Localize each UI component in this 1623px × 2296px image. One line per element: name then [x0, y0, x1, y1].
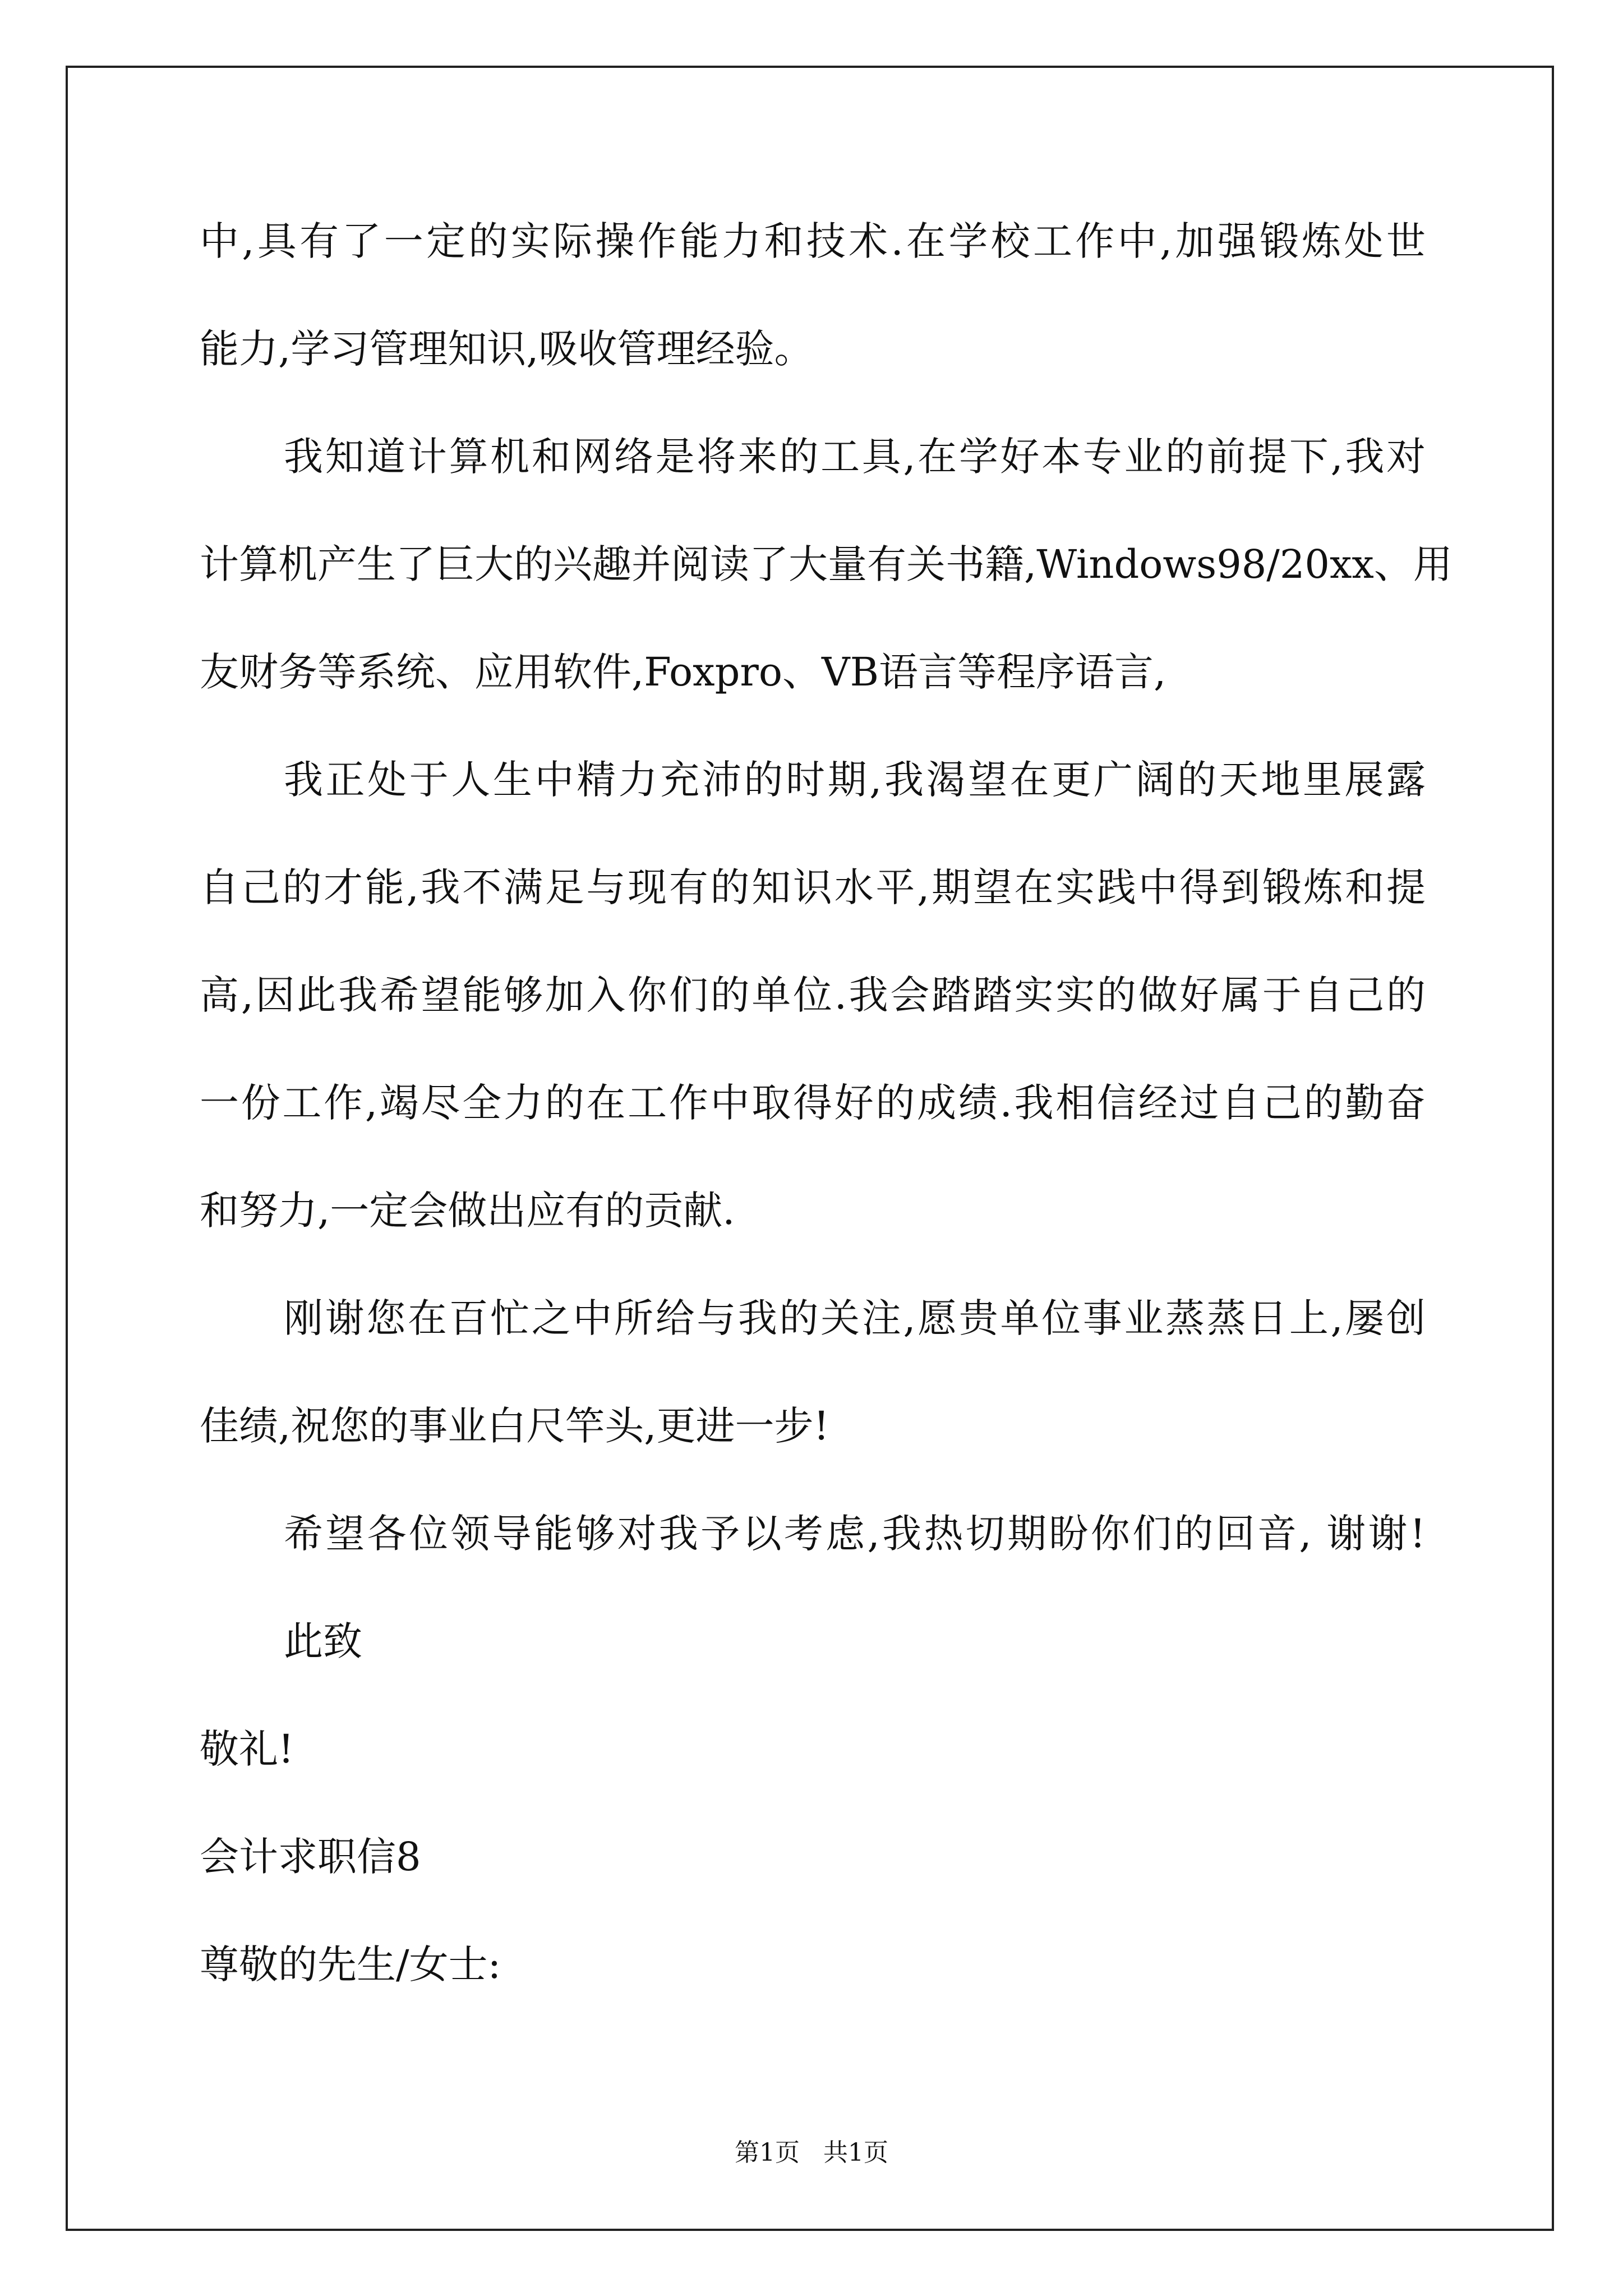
text-line: 一份工作,竭尽全力的在工作中取得好的成绩.我相信经过自己的勤奋 — [200, 1080, 1426, 1126]
paragraph-start-line: 我正处于人生中精力充沛的时期,我渴望在更广阔的天地里展露 — [284, 757, 1426, 803]
paragraph-start-line: 刚谢您在百忙之中所给与我的关注,愿贵单位事业蒸蒸日上,屡创 — [284, 1295, 1426, 1341]
closing-salutation: 此致 — [284, 1618, 362, 1664]
text-line: 友财务等系统、应用软件,Foxpro、VB语言等程序语言, — [200, 649, 1166, 695]
text-line: 自己的才能,我不满足与现有的知识水平,期望在实践中得到锻炼和提 — [200, 864, 1426, 910]
paragraph-start-line: 我知道计算机和网络是将来的工具,在学好本专业的前提下,我对 — [284, 434, 1426, 480]
text-line: 计算机产生了巨大的兴趣并阅读了大量有关书籍,Windows98/20xx、用 — [200, 541, 1453, 587]
paragraph-start-line: 希望各位领导能够对我予以考虑,我热切期盼你们的回音, 谢谢! — [284, 1511, 1426, 1557]
closing-regards: 敬礼! — [200, 1726, 294, 1772]
text-line: 高,因此我希望能够加入你们的单位.我会踏踏实实的做好属于自己的 — [200, 972, 1426, 1018]
page-border — [66, 66, 1554, 2231]
text-line: 和努力,一定会做出应有的贡献. — [200, 1188, 735, 1234]
page-footer: 第1页 共1页 — [735, 2138, 888, 2167]
text-line: 中,具有了一定的实际操作能力和技术.在学校工作中,加强锻炼处世 — [200, 218, 1426, 264]
text-line: 佳绩,祝您的事业白尺竿头,更进一步! — [200, 1403, 829, 1449]
text-line: 能力,学习管理知识,吸收管理经验。 — [200, 326, 814, 372]
section-heading: 会计求职信8 — [200, 1834, 421, 1880]
greeting-line: 尊敬的先生/女士: — [200, 1941, 501, 1987]
